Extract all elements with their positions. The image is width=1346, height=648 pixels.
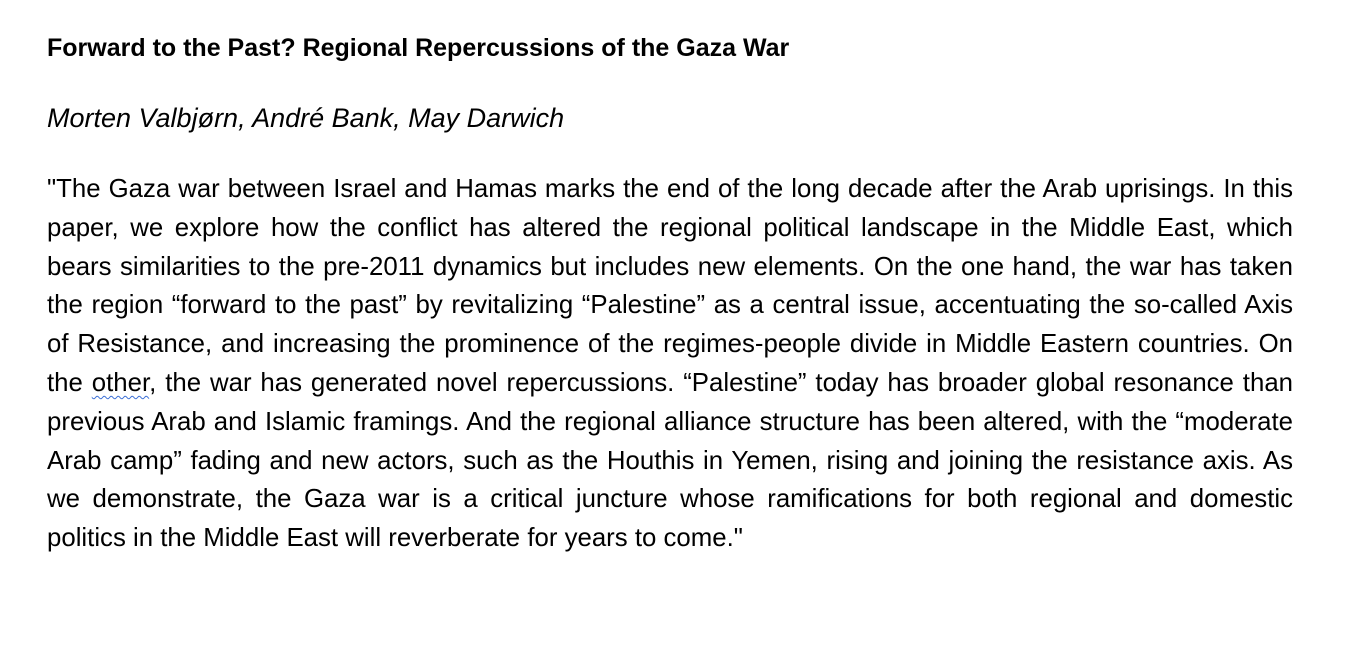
paper-authors: Morten Valbjørn, André Bank, May Darwich: [47, 103, 565, 133]
paper-title: Forward to the Past? Regional Repercussions of the Gaza War: [47, 34, 790, 62]
paper-abstract: [47, 170, 1293, 558]
abstract-text-part1: "The Gaza war between Israel and Hamas marks the end of the long decade after the Arab uprisings. In this paper, we explore how the conflict has altered the regional political landscape in the Middle East, which bears similarities to the pre-2011 dynamics but includes new elements. On the one hand, the war has taken the region “forward to the past” by revitalizing “Palestine” as a central issue, accentuating the so-called Axis of Resistance, and increasing the prominence of the regimes-people divide in Middle Eastern countries. On the: [47, 175, 1293, 397]
abstract-text-part2: , the war has generated novel repercussions. “Palestine” today has broader global resonance than previous Arab and Islamic framings. And the regional alliance structure has been altered, with the “moderate Arab camp” fading and new actors, such as the Houthis in Yemen, rising and joining the resistance axis. As we demonstrate, the Gaza war is a critical juncture whose ramifications for both regional and domestic politics in the Middle East will reverberate for years to come.": [47, 368, 1294, 553]
spellcheck-flagged-word[interactable]: other: [91, 368, 150, 397]
